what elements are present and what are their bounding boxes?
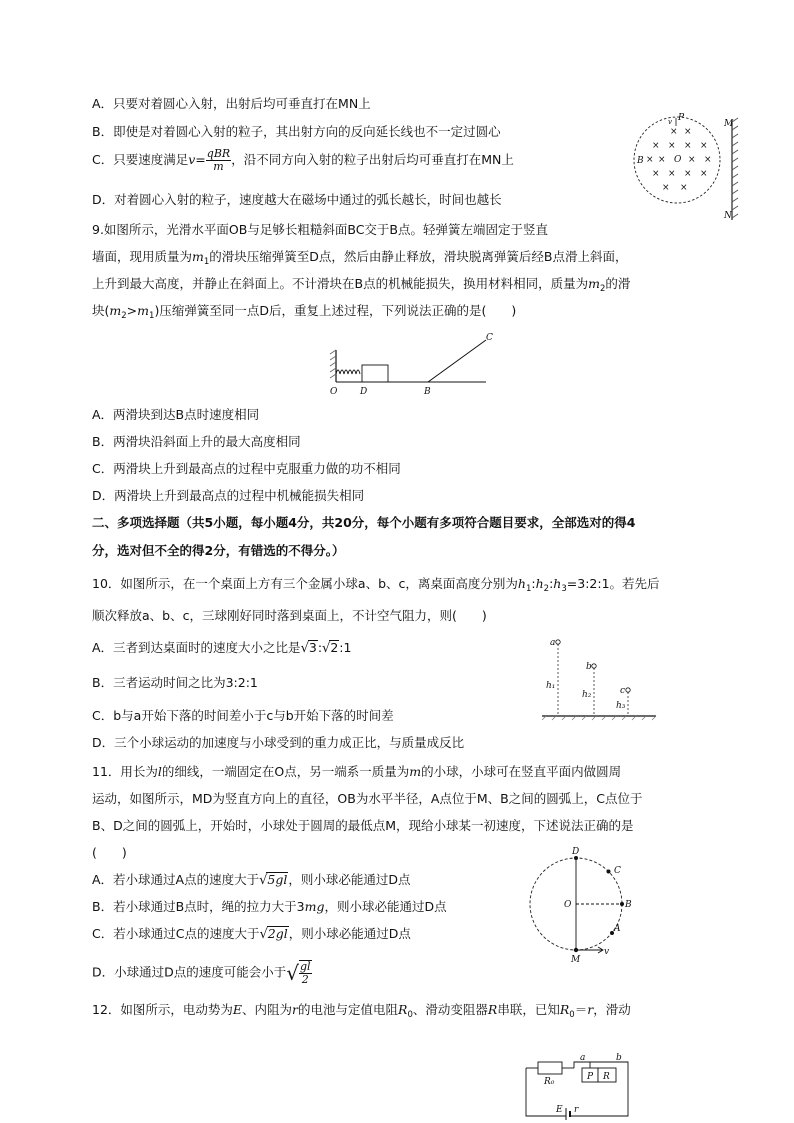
field-cross: × [688, 155, 696, 165]
field-cross: × [684, 127, 692, 137]
field-cross: × [670, 127, 678, 137]
q11-option-a: A．若小球通过A点的速度大于√5gl，则小球必能通过D点 [92, 872, 411, 888]
field-cross: × [700, 141, 708, 151]
label-N: N [724, 211, 732, 221]
field-cross: × [684, 169, 692, 179]
q11-stem-line3: B、D之间的圆弧上，开始时，小球处于圆周的最低点M，现给小球某一初速度，下述说法正确的是 [92, 818, 634, 833]
q9-stem-line4: 块$(m_2>m_1)$压缩弹簧至同一点D后，重复上述过程，下列说法正确的是( ) [92, 303, 517, 321]
q10-falling-balls-figure [536, 634, 662, 724]
label-B: B [625, 900, 632, 910]
q11-stem-line4: ( ) [92, 845, 127, 860]
field-cross: × [646, 155, 654, 165]
label-M: M [724, 119, 734, 129]
q9-option-b: B．两滑块沿斜面上升的最大高度相同 [92, 434, 301, 449]
field-cross: × [700, 169, 708, 179]
q11-option-b: B．若小球通过B点时，绳的拉力大于3mg，则小球必能通过D点 [92, 899, 447, 914]
label-O: O [330, 387, 338, 397]
label-D: D [572, 847, 580, 857]
q8-option-b: B．即使是对着圆心入射的粒子，其出射方向的反向延长线也不一定过圆心 [92, 124, 501, 139]
q8-option-c: C．只要速度满足v= $\frac{\text{qBR}}{m}$ ，沿不同方向入射的粒子出射后均可垂直打在MN上 [92, 147, 514, 173]
label-O: O [564, 900, 572, 910]
label-C: C [486, 333, 493, 343]
label-A: A [614, 924, 621, 934]
label-B: B [424, 387, 431, 397]
label-b: b [586, 662, 592, 672]
label-a: a [580, 1053, 586, 1063]
q12-circuit-figure [522, 1050, 634, 1120]
section2-header-line2: 分，选对但不全的得2分，有错选的不得分。） [92, 543, 345, 558]
label-a: a [550, 638, 556, 648]
q11-stem-line2: 运动，如图所示，MD为竖直方向上的直径，OB为水平半径，A点位于M、B之间的圆弧上，C点位于 [92, 791, 643, 806]
q12-stem-line1: 12．如图所示，电动势为E、内阻为r的电池与定值电阻$R_0$、滑动变阻器R串联，已知$R_0=r$，滑动 [92, 1002, 631, 1020]
sqrt-symbol: √ [259, 873, 268, 888]
label-h2: h₂ [582, 690, 592, 700]
q9-option-c: C．两滑块上升到最高点的过程中克服重力做的功不相同 [92, 461, 401, 476]
field-cross: × [684, 141, 692, 151]
field-cross: × [668, 169, 676, 179]
label-D: D [360, 387, 368, 397]
field-cross: × [668, 141, 676, 151]
q11-stem-line1: 11．用长为l的细线，一端固定在O点，另一端系一质量为m的小球，小球可在竖直平面内做圆周 [92, 764, 622, 779]
q10-stem-line2: 顺次释放a、b、c，三球刚好同时落到桌面上，不计空气阻力，则( ) [92, 608, 487, 623]
label-h3: h₃ [616, 701, 626, 711]
label-b: b [616, 1053, 622, 1063]
field-cross: × [704, 155, 712, 165]
field-cross: × [652, 169, 660, 179]
fraction-qbr-m: $\frac{\text{qBR}}{m}$ [206, 147, 231, 173]
sqrt-symbol: √ [259, 927, 268, 942]
q8-option-a: A．只要对着圆心入射，出射后均可垂直打在MN上 [92, 96, 371, 111]
label-P: P [678, 113, 685, 123]
q9-stem-line1: 9.如图所示，光滑水平面OB与足够长粗糙斜面BC交于B点。轻弹簧左端固定于竖直 [92, 222, 549, 237]
sqrt-symbol: √ [286, 961, 300, 985]
label-R: R [603, 1072, 610, 1082]
fraction-gl-2: $\frac{gl}{2}$ [300, 960, 311, 986]
field-cross: × [680, 183, 688, 193]
q9-option-d: D．两滑块上升到最高点的过程中机械能损失相同 [92, 488, 365, 503]
field-cross: × [658, 155, 666, 165]
q9-option-a: A．两滑块到达B点时速度相同 [92, 407, 260, 422]
label-h1: h₁ [546, 681, 556, 691]
section2-header-line1: 二、多项选择题（共5小题，每小题4分，共20分，每个小题有多项符合题目要求，全部选对的得4 [92, 515, 636, 530]
label-B: B [637, 156, 644, 166]
label-v: v [604, 947, 610, 957]
label-v: v [668, 118, 672, 126]
q10-option-a: A．三者到达桌面时的速度大小之比是√3:√2:1 [92, 640, 352, 656]
label-E: E [556, 1105, 563, 1115]
q8-magnetic-field-figure [630, 112, 745, 224]
label-C: C [614, 866, 621, 876]
q10-option-c: C．b与a开始下落的时间差小于c与b开始下落的时间差 [92, 708, 394, 723]
label-M: M [571, 955, 581, 965]
label-c: c [620, 686, 626, 696]
label-R0: R₀ [544, 1077, 555, 1087]
q10-option-b: B．三者运动时间之比为3:2:1 [92, 675, 258, 690]
q10-stem-line1: 10．如图所示，在一个桌面上方有三个金属小球a、b、c，离桌面高度分别为$h_1:h_2:h_3=3:2:1$。若先后 [92, 576, 660, 594]
q10-option-d: D．三个小球运动的加速度与小球受到的重力成正比，与质量成反比 [92, 735, 465, 750]
sqrt-symbol: √ [322, 641, 331, 656]
q11-option-d: D．小球通过D点的速度可能会小于√ $\frac{gl}{2}$ [92, 960, 311, 986]
label-O: O [674, 155, 682, 165]
q11-vertical-circle-figure [526, 844, 646, 968]
label-P: P [587, 1072, 594, 1082]
q8-option-d: D．对着圆心入射的粒子，速度越大在磁场中通过的弧长越长，时间也越长 [92, 192, 502, 207]
q9-stem-line2: 墙面，现用质量为$m_1$的滑块压缩弹簧至D点，然后由静止释放，滑块脱离弹簧后经B点滑上斜面， [92, 249, 628, 267]
label-r: r [574, 1105, 579, 1115]
q11-option-c: C．若小球通过C点的速度大于√2gl，则小球必能通过D点 [92, 926, 411, 942]
q9-stem-line3: 上升到最大高度，并静止在斜面上。不计滑块在B点的机械能损失，换用材料相同，质量为$m_2$的滑 [92, 276, 631, 294]
q9-spring-incline-figure [326, 330, 496, 400]
sqrt-symbol: √ [300, 641, 309, 656]
field-cross: × [652, 141, 660, 151]
field-cross: × [662, 183, 670, 193]
